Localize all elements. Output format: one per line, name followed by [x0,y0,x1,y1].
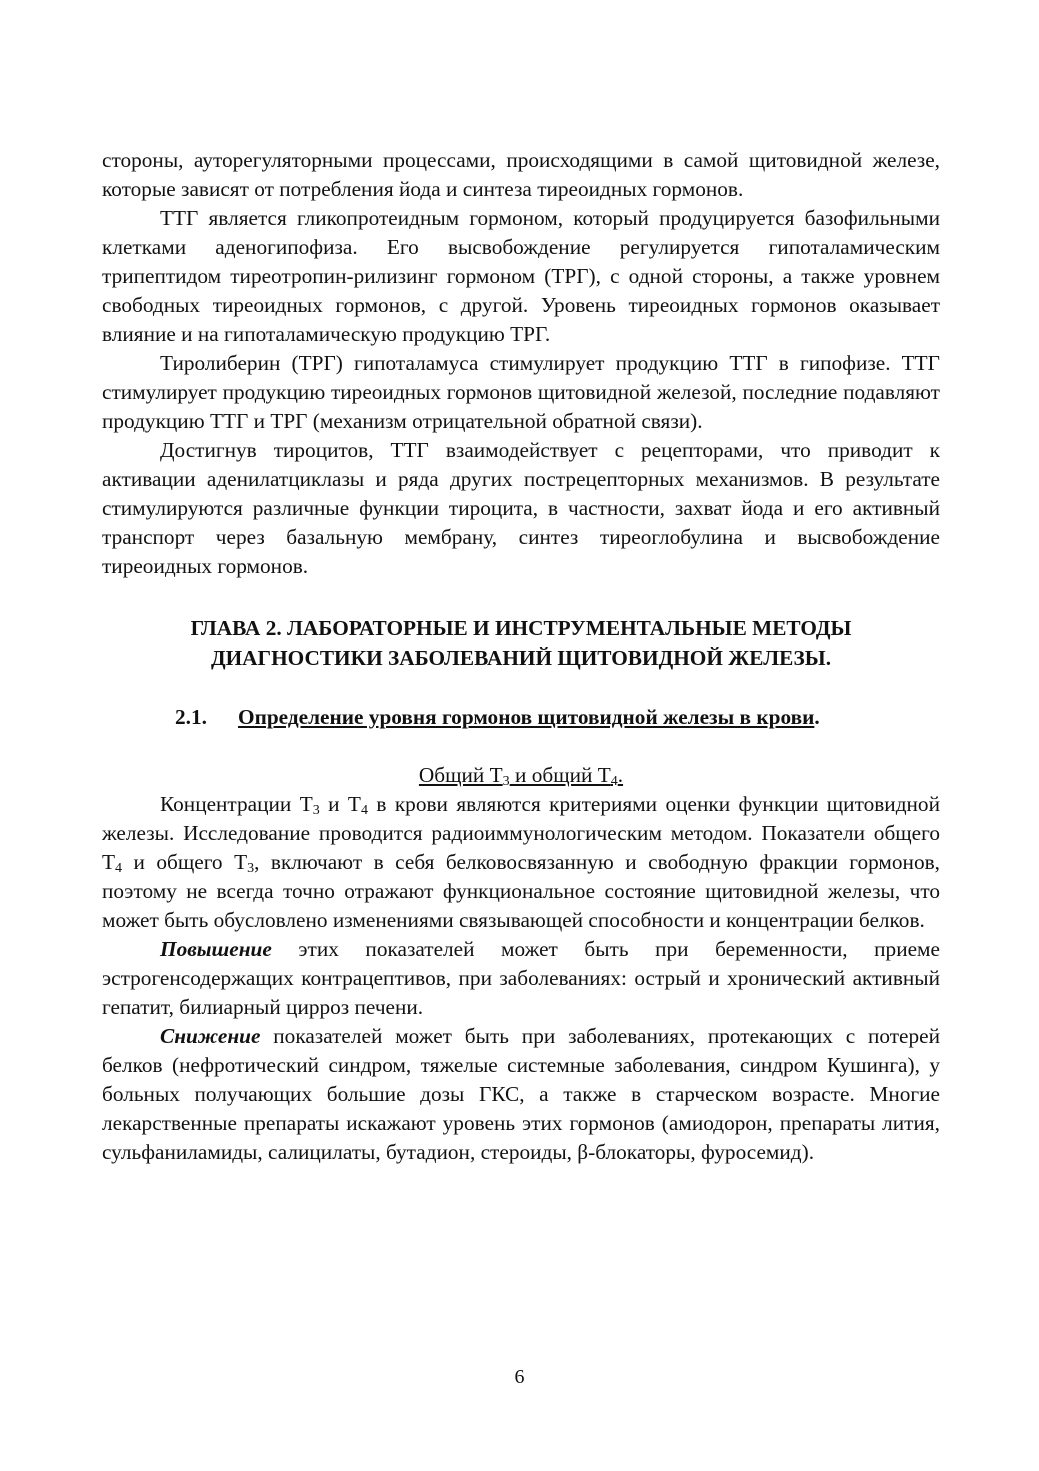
subtitle-text-2: и общий Т [509,763,611,787]
chapter-heading-line-1: ГЛАВА 2. ЛАБОРАТОРНЫЕ И ИНСТРУМЕНТАЛЬНЫЕ МЕТОДЫ [190,616,852,640]
subtitle-text-1: Общий Т [418,763,503,787]
p5-sub-2: 4 [360,803,368,818]
p7-lead-term: Снижение [160,1024,261,1048]
p5-text-1: Концентрации Т [160,792,313,816]
p5-sub-1: 3 [312,803,320,818]
p5-text-2: и Т [319,792,361,816]
subsection-title [102,761,940,790]
subtitle-text-3: . [617,763,624,787]
p5-text-3: в крови являются критериями оценки функции щитовидной железы. Исследование проводится радиоиммунологическим методом. Показатели общего Т [102,792,940,874]
page-content [102,146,940,1167]
chapter-heading-line-2: ДИАГНОСТИКИ ЗАБОЛЕВАНИЙ ЩИТОВИДНОЙ ЖЕЛЕЗЫ. [210,646,832,670]
p7-text: показателей может быть при заболеваниях, протекающих с потерей белков (нефротический синдром, тяжелые системные заболевания, синдром Кушинга), у больных получающих большие дозы ГКС, а также в старческом возрасте. Многие лекарственные препараты искажают уровень этих гормонов (амиодорон, препараты лития, сульфаниламиды, салицилаты, бутадион, стероиды, β-блокаторы, фуросемид). [102,1024,940,1164]
paragraph-6 [102,935,940,1022]
paragraph-3: Тиролиберин (ТРГ) гипоталамуса стимулирует продукцию ТТГ в гипофизе. ТТГ стимулирует продукцию тиреоидных гормонов щитовидной железой, последние подавляют продукцию ТТГ и ТРГ (механизм отрицательной обратной связи). [102,351,940,433]
paragraph-1: стороны, ауторегуляторными процессами, происходящими в самой щитовидной железе, которые зависят от потребления йода и синтеза тиреоидных гормонов. [102,148,940,201]
section-title-end: . [814,705,820,729]
p6-lead-term: Повышение [160,937,272,961]
section-heading [102,702,940,732]
p5-sub-4: 3 [247,861,255,876]
subtitle-sub-1: 3 [502,774,510,789]
subtitle-sub-2: 4 [610,774,618,789]
chapter-heading [102,613,940,673]
p5-sub-3: 4 [115,861,123,876]
paragraph-2: ТТГ является гликопротеидным гормоном, который продуцируется базофильными клетками аденогипофиза. Его высвобождение регулируется гипоталамическим трипептидом тиреотропин-рилизинг гормоном (ТРГ), с одной стороны, а также уровнем свободных тиреоидных гормонов, с другой. Уровень тиреоидных гормонов оказывает влияние и на гипоталамическую продукцию ТРГ. [102,206,940,346]
page-number: 6 [514,1366,525,1388]
section-title: Определение уровня гормонов щитовидной железы в крови [238,705,815,729]
paragraph-7 [102,1022,940,1167]
p5-text-5: , включают в себя белковосвязанную и свободную фракции гормонов, поэтому не всегда точно отражают функциональное состояние щитовидной железы, что может быть обусловлено изменениями связывающей способности и концентрации белков. [102,850,940,932]
paragraph-4: Достигнув тироцитов, ТТГ взаимодействует с рецепторами, что приводит к активации аденилатциклазы и ряда других пострецепторных механизмов. В результате стимулируются различные функции тироцита, в частности, захват йода и его активный транспорт через базальную мембрану, синтез тиреоглобулина и высвобождение тиреоидных гормонов. [102,438,940,578]
p5-text-4: и общего Т [122,850,248,874]
paragraph-5 [102,790,940,935]
section-number: 2.1. [175,705,207,729]
p6-text: этих показателей может быть при беременности, приеме эстрогенсодержащих контрацептивов, при заболеваниях: острый и хронический активный гепатит, билиарный цирроз печени. [102,937,940,1019]
